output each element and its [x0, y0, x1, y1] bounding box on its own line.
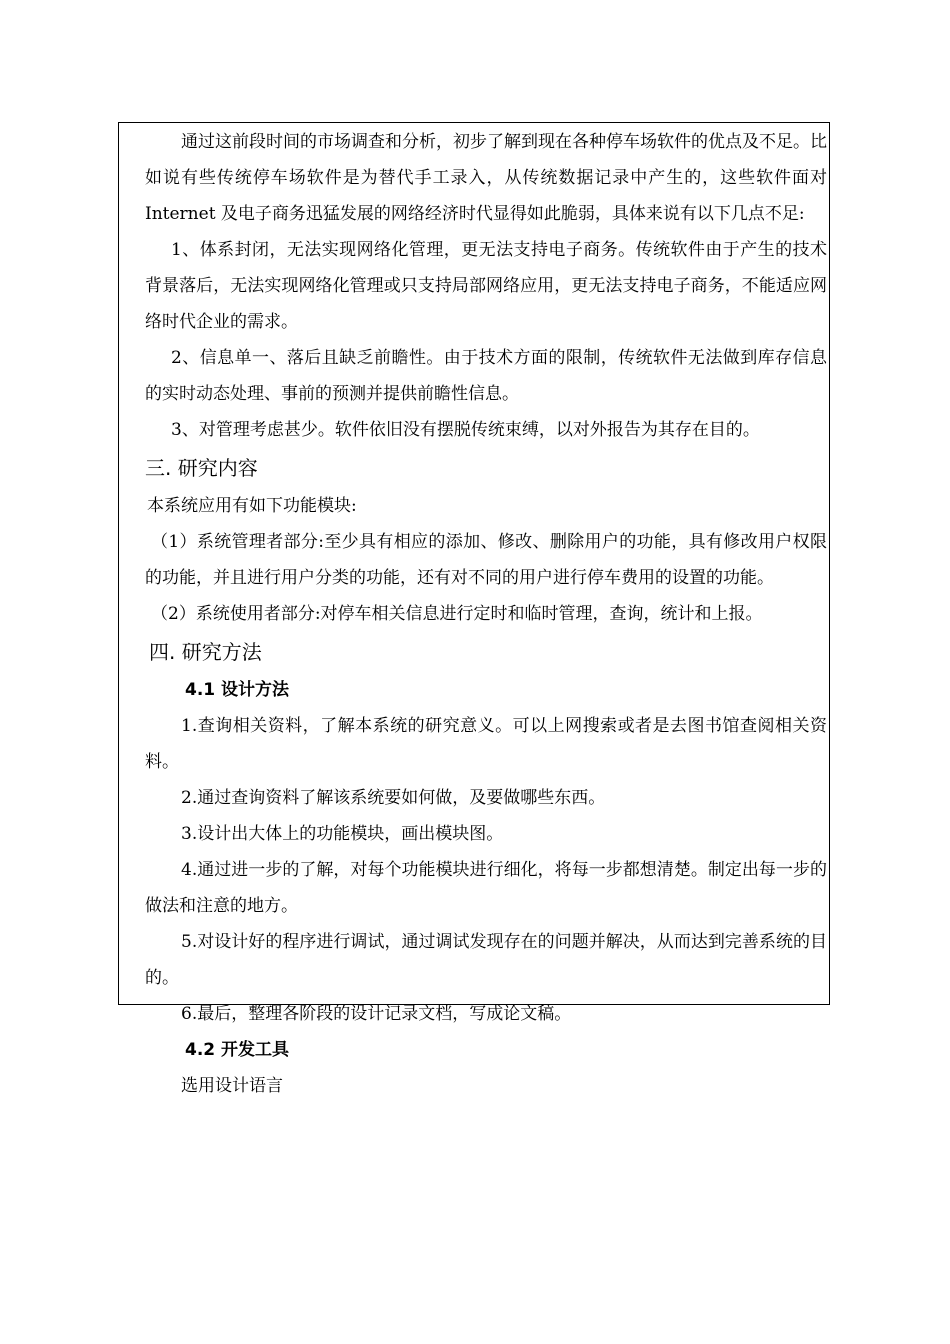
design-step-3: 3.设计出大体上的功能模块，画出模块图。 — [181, 824, 504, 844]
design-step-4: 4.通过进一步的了解，对每个功能模块进行细化，将每一步都想清楚。制定出每一步的做法和注意的地方。 — [145, 860, 827, 916]
section-4-heading: 四. 研究方法 — [149, 640, 262, 664]
module-user: （2）系统使用者部分:对停车相关信息进行定时和临时管理，查询，统计和上报。 — [151, 604, 763, 624]
shortcoming-1: 1、体系封闭，无法实现网络化管理，更无法支持电子商务。传统软件由于产生的技术背景落后，无法实现网络化管理或只支持局部网络应用，更无法支持电子商务，不能适应网络时代企业的需求。 — [145, 240, 827, 332]
design-step-5: 5.对设计好的程序进行调试，通过调试发现存在的问题并解决，从而达到完善系统的目的。 — [145, 932, 827, 988]
subsection-4-2-heading: 4.2 开发工具 — [185, 1040, 290, 1060]
subsection-4-1-heading: 4.1 设计方法 — [185, 680, 290, 700]
design-step-2: 2.通过查询资料了解该系统要如何做，及要做哪些东西。 — [181, 788, 606, 808]
section-3-heading: 三. 研究内容 — [145, 456, 258, 480]
design-step-6: 6.最后，整理各阶段的设计记录文档，写成论文稿。 — [181, 1004, 572, 1024]
section-3-lead: 本系统应用有如下功能模块: — [147, 496, 357, 516]
module-admin: （1）系统管理者部分:至少具有相应的添加、修改、删除用户的功能，具有修改用户权限的功能，并且进行用户分类的功能，还有对不同的用户进行停车费用的设置的功能。 — [145, 532, 827, 588]
shortcoming-2: 2、信息单一、落后且缺乏前瞻性。由于技术方面的限制，传统软件无法做到库存信息的实时动态处理、事前的预测并提供前瞻性信息。 — [145, 348, 827, 404]
document-body — [145, 124, 827, 1104]
shortcoming-3: 3、对管理考虑甚少。软件依旧没有摆脱传统束缚，以对外报告为其存在目的。 — [171, 420, 760, 440]
dev-tools-text: 选用设计语言 — [181, 1076, 283, 1096]
intro-paragraph: 通过这前段时间的市场调查和分析，初步了解到现在各种停车场软件的优点及不足。比如说有些传统停车场软件是为替代手工录入，从传统数据记录中产生的，这些软件面对 Internet 及电子商务迅猛发展的网络经济时代显得如此脆弱，具体来说有以下几点不足: — [145, 132, 827, 224]
design-step-1: 1.查询相关资料，了解本系统的研究意义。可以上网搜索或者是去图书馆查阅相关资料。 — [145, 716, 827, 772]
